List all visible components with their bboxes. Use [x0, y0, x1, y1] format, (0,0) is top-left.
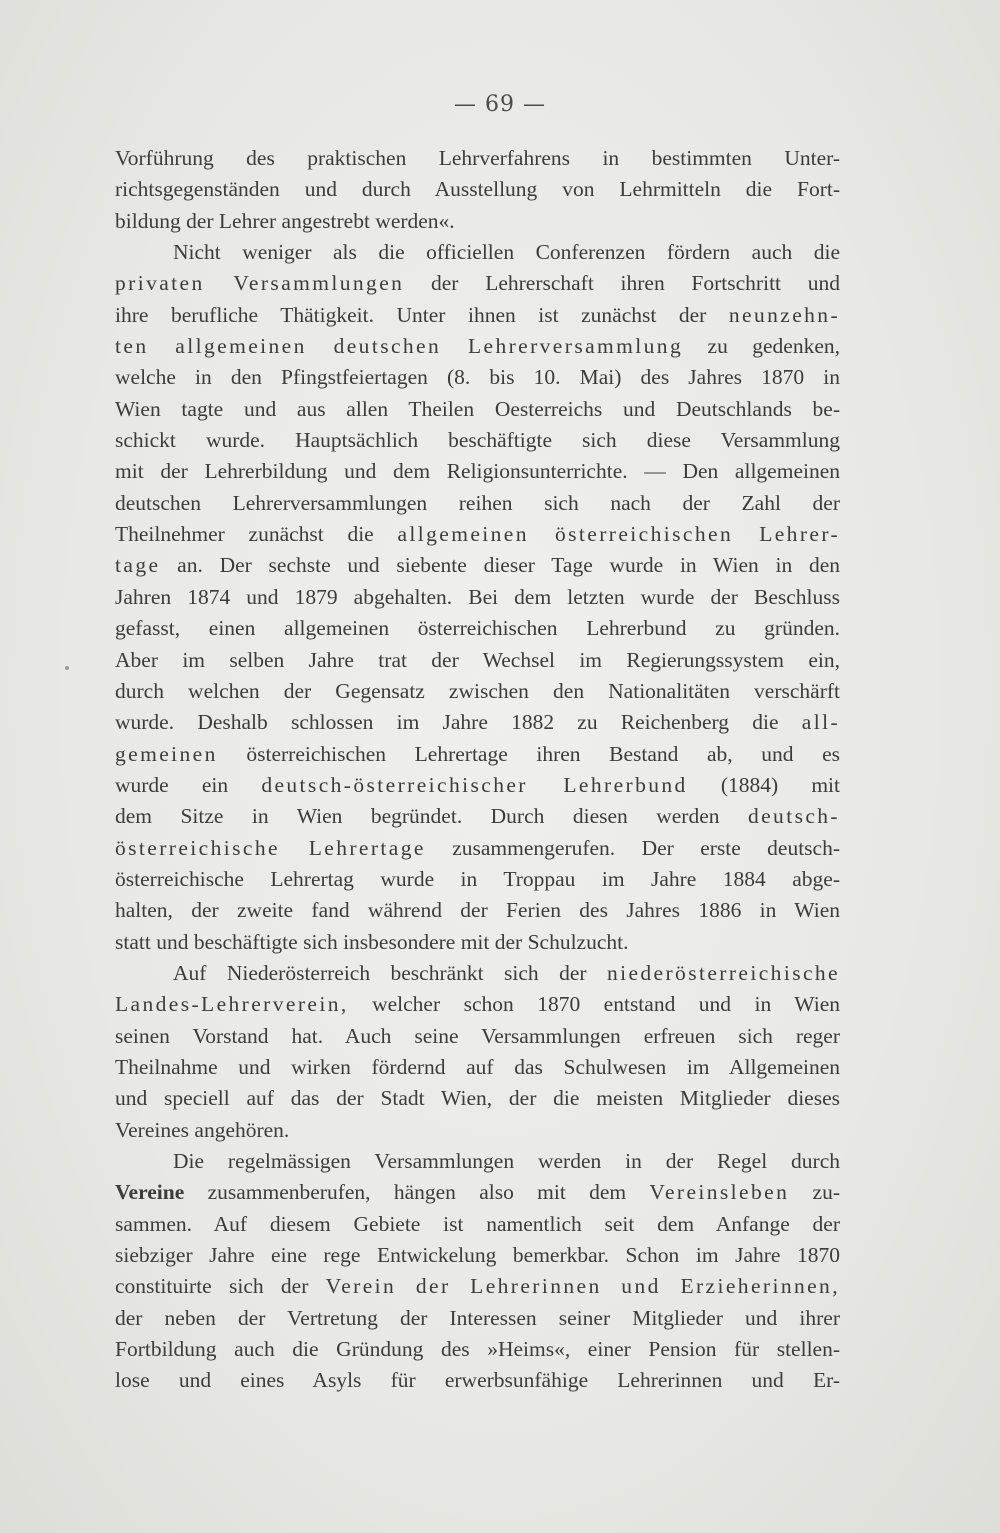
- text-line: [115, 1365, 840, 1396]
- text-segment: österreichische Lehrertag wurde in Troppau im Jahre 1884 abge-: [115, 866, 840, 891]
- text-line: [115, 1303, 840, 1334]
- text-line: [115, 1177, 840, 1208]
- text-segment: zu-: [789, 1180, 840, 1205]
- text-line: [115, 1115, 840, 1146]
- text-line: [115, 300, 840, 331]
- text-segment: bildung der Lehrer angestrebt werden«.: [115, 208, 455, 233]
- text-line: [115, 1240, 840, 1271]
- text-line: [115, 174, 840, 205]
- spaced-text: Verein der Lehrerinnen und Erzieherinnen,: [325, 1274, 840, 1299]
- text-segment: Jahren 1874 und 1879 abgehalten. Bei dem letzten wurde der Beschluss: [115, 584, 840, 609]
- spaced-text: Landes-Lehrerverein,: [115, 992, 349, 1017]
- text-segment: Aber im selben Jahre trat der Wechsel im Regierungssystem ein,: [115, 647, 840, 672]
- text-line: [115, 456, 840, 487]
- text-segment: sammen. Auf diesem Gebiete ist namentlich seit dem Anfange der: [115, 1211, 840, 1236]
- text-segment: gefasst, einen allgemeinen österreichischen Lehrerbund zu gründen.: [115, 616, 840, 641]
- text-segment: an. Der sechste und siebente dieser Tage wurde in Wien in den: [160, 553, 840, 578]
- spaced-text: all-: [801, 710, 840, 735]
- text-line: [115, 550, 840, 581]
- text-segment: ihre berufliche Thätigkeit. Unter ihnen ist zunächst der: [115, 302, 729, 327]
- spaced-text: privaten Versammlungen: [115, 271, 405, 296]
- text-segment: der neben der Vertretung der Interessen seiner Mitglieder und ihrer: [115, 1305, 840, 1330]
- spaced-text: deutsch-österreichischer Lehrerbund: [261, 772, 688, 797]
- text-line: [115, 676, 840, 707]
- text-line: [115, 362, 840, 393]
- text-line: [115, 394, 840, 425]
- text-segment: Vereines angehören.: [115, 1117, 290, 1142]
- text-line: [115, 268, 840, 299]
- text-line: [115, 1083, 840, 1114]
- text-line: [115, 331, 840, 362]
- text-segment: dem Sitze in Wien begründet. Durch diesen werden: [115, 804, 748, 829]
- text-segment: durch welchen der Gegensatz zwischen den Nationalitäten verschärft: [115, 678, 840, 703]
- text-segment: schickt wurde. Hauptsächlich beschäftigte sich diese Versammlung: [115, 428, 840, 453]
- text-line: [115, 237, 840, 268]
- text-line: [115, 895, 840, 926]
- spaced-text: österreichische Lehrertage: [115, 835, 426, 860]
- text-segment: Die regelmässigen Versammlungen werden in der Regel durch: [173, 1149, 840, 1173]
- text-line: [115, 707, 840, 738]
- text-line: [115, 1334, 840, 1365]
- page-number: — 69 —: [454, 92, 546, 117]
- bold-text: Vereine: [115, 1180, 185, 1205]
- text-segment: der Lehrerschaft ihren Fortschritt und: [404, 271, 840, 296]
- text-segment: Nicht weniger als die officiellen Conferenzen fördern auch die: [173, 240, 840, 265]
- text-line: [115, 425, 840, 456]
- text-segment: lose und eines Asyls für erwerbsunfähige Lehrerinnen und Er-: [115, 1368, 840, 1393]
- spaced-text: gemeinen: [115, 741, 218, 766]
- text-line: [115, 989, 840, 1020]
- text-segment: wurde ein: [115, 772, 262, 797]
- text-segment: österreichischen Lehrertage ihren Bestand ab, und es: [217, 741, 840, 766]
- text-segment: mit der Lehrerbildung und dem Religionsunterrichte. — Den allgemeinen: [115, 459, 840, 484]
- text-line: [115, 1052, 840, 1083]
- text-segment: Theilnehmer zunächst die: [115, 522, 398, 547]
- body-text: [115, 143, 840, 1397]
- text-line: [115, 1021, 840, 1052]
- text-line: [115, 1146, 840, 1177]
- text-segment: halten, der zweite fand während der Ferien des Jahres 1886 in Wien: [115, 898, 840, 923]
- text-line: [115, 206, 840, 237]
- spaced-text: allgemeinen österreichischen Lehrer-: [397, 522, 840, 547]
- text-line: [115, 645, 840, 676]
- text-segment: deutschen Lehrerversammlungen reihen sich nach der Zahl der: [115, 490, 840, 515]
- text-line: [115, 1209, 840, 1240]
- text-segment: Wien tagte und aus allen Theilen Oesterreichs und Deutschlands be-: [115, 396, 840, 421]
- spaced-text: tage: [115, 553, 161, 578]
- spaced-text: ten allgemeinen deutschen Lehrerversammlung: [115, 334, 684, 359]
- spaced-text: deutsch-: [747, 804, 840, 829]
- text-line: [115, 770, 840, 801]
- text-line: [115, 143, 840, 174]
- text-segment: Theilnahme und wirken fördernd auf das Schulwesen im Allgemeinen: [115, 1054, 840, 1079]
- text-line: [115, 519, 840, 550]
- text-segment: Vorführung des praktischen Lehrverfahrens in bestimmten Unter-: [115, 146, 840, 170]
- text-segment: richtsgegenständen und durch Ausstellung von Lehrmitteln die Fort-: [115, 177, 840, 202]
- text-line: [115, 864, 840, 895]
- text-segment: seinen Vorstand hat. Auch seine Versammlungen erfreuen sich reger: [115, 1023, 840, 1048]
- text-segment: welcher schon 1870 entstand und in Wien: [348, 992, 840, 1017]
- text-line: [115, 833, 840, 864]
- text-segment: wurde. Deshalb schlossen im Jahre 1882 zu Reichenberg die: [115, 710, 802, 735]
- text-line: [115, 488, 840, 519]
- text-segment: (1884) mit: [687, 772, 840, 797]
- text-segment: zu gedenken,: [683, 334, 840, 359]
- text-segment: constituirte sich der: [115, 1274, 326, 1299]
- text-line: [115, 582, 840, 613]
- text-line: [115, 1271, 840, 1302]
- text-segment: siebziger Jahre eine rege Entwickelung bemerkbar. Schon im Jahre 1870: [115, 1243, 840, 1268]
- margin-speck: [65, 666, 69, 670]
- text-segment: welche in den Pfingstfeiertagen (8. bis 10. Mai) des Jahres 1870 in: [115, 365, 840, 390]
- text-line: [115, 958, 840, 989]
- text-segment: zusammengerufen. Der erste deutsch-: [425, 835, 840, 860]
- text-segment: Auf Niederösterreich beschränkt sich der: [173, 960, 607, 985]
- spaced-text: neunzehn-: [728, 302, 840, 327]
- text-segment: und speciell auf das der Stadt Wien, der die meisten Mitglieder dieses: [115, 1086, 840, 1111]
- text-line: [115, 801, 840, 832]
- text-line: [115, 927, 840, 958]
- text-segment: statt und beschäftigte sich insbesondere mit der Schulzucht.: [115, 929, 629, 954]
- text-line: [115, 613, 840, 644]
- spaced-text: Vereinsleben: [649, 1180, 790, 1205]
- text-segment: Fortbildung auch die Gründung des »Heims«, einer Pension für stellen-: [115, 1337, 840, 1362]
- spaced-text: niederösterreichische: [606, 960, 840, 985]
- text-segment: zusammenberufen, hängen also mit dem: [184, 1180, 650, 1205]
- text-line: [115, 739, 840, 770]
